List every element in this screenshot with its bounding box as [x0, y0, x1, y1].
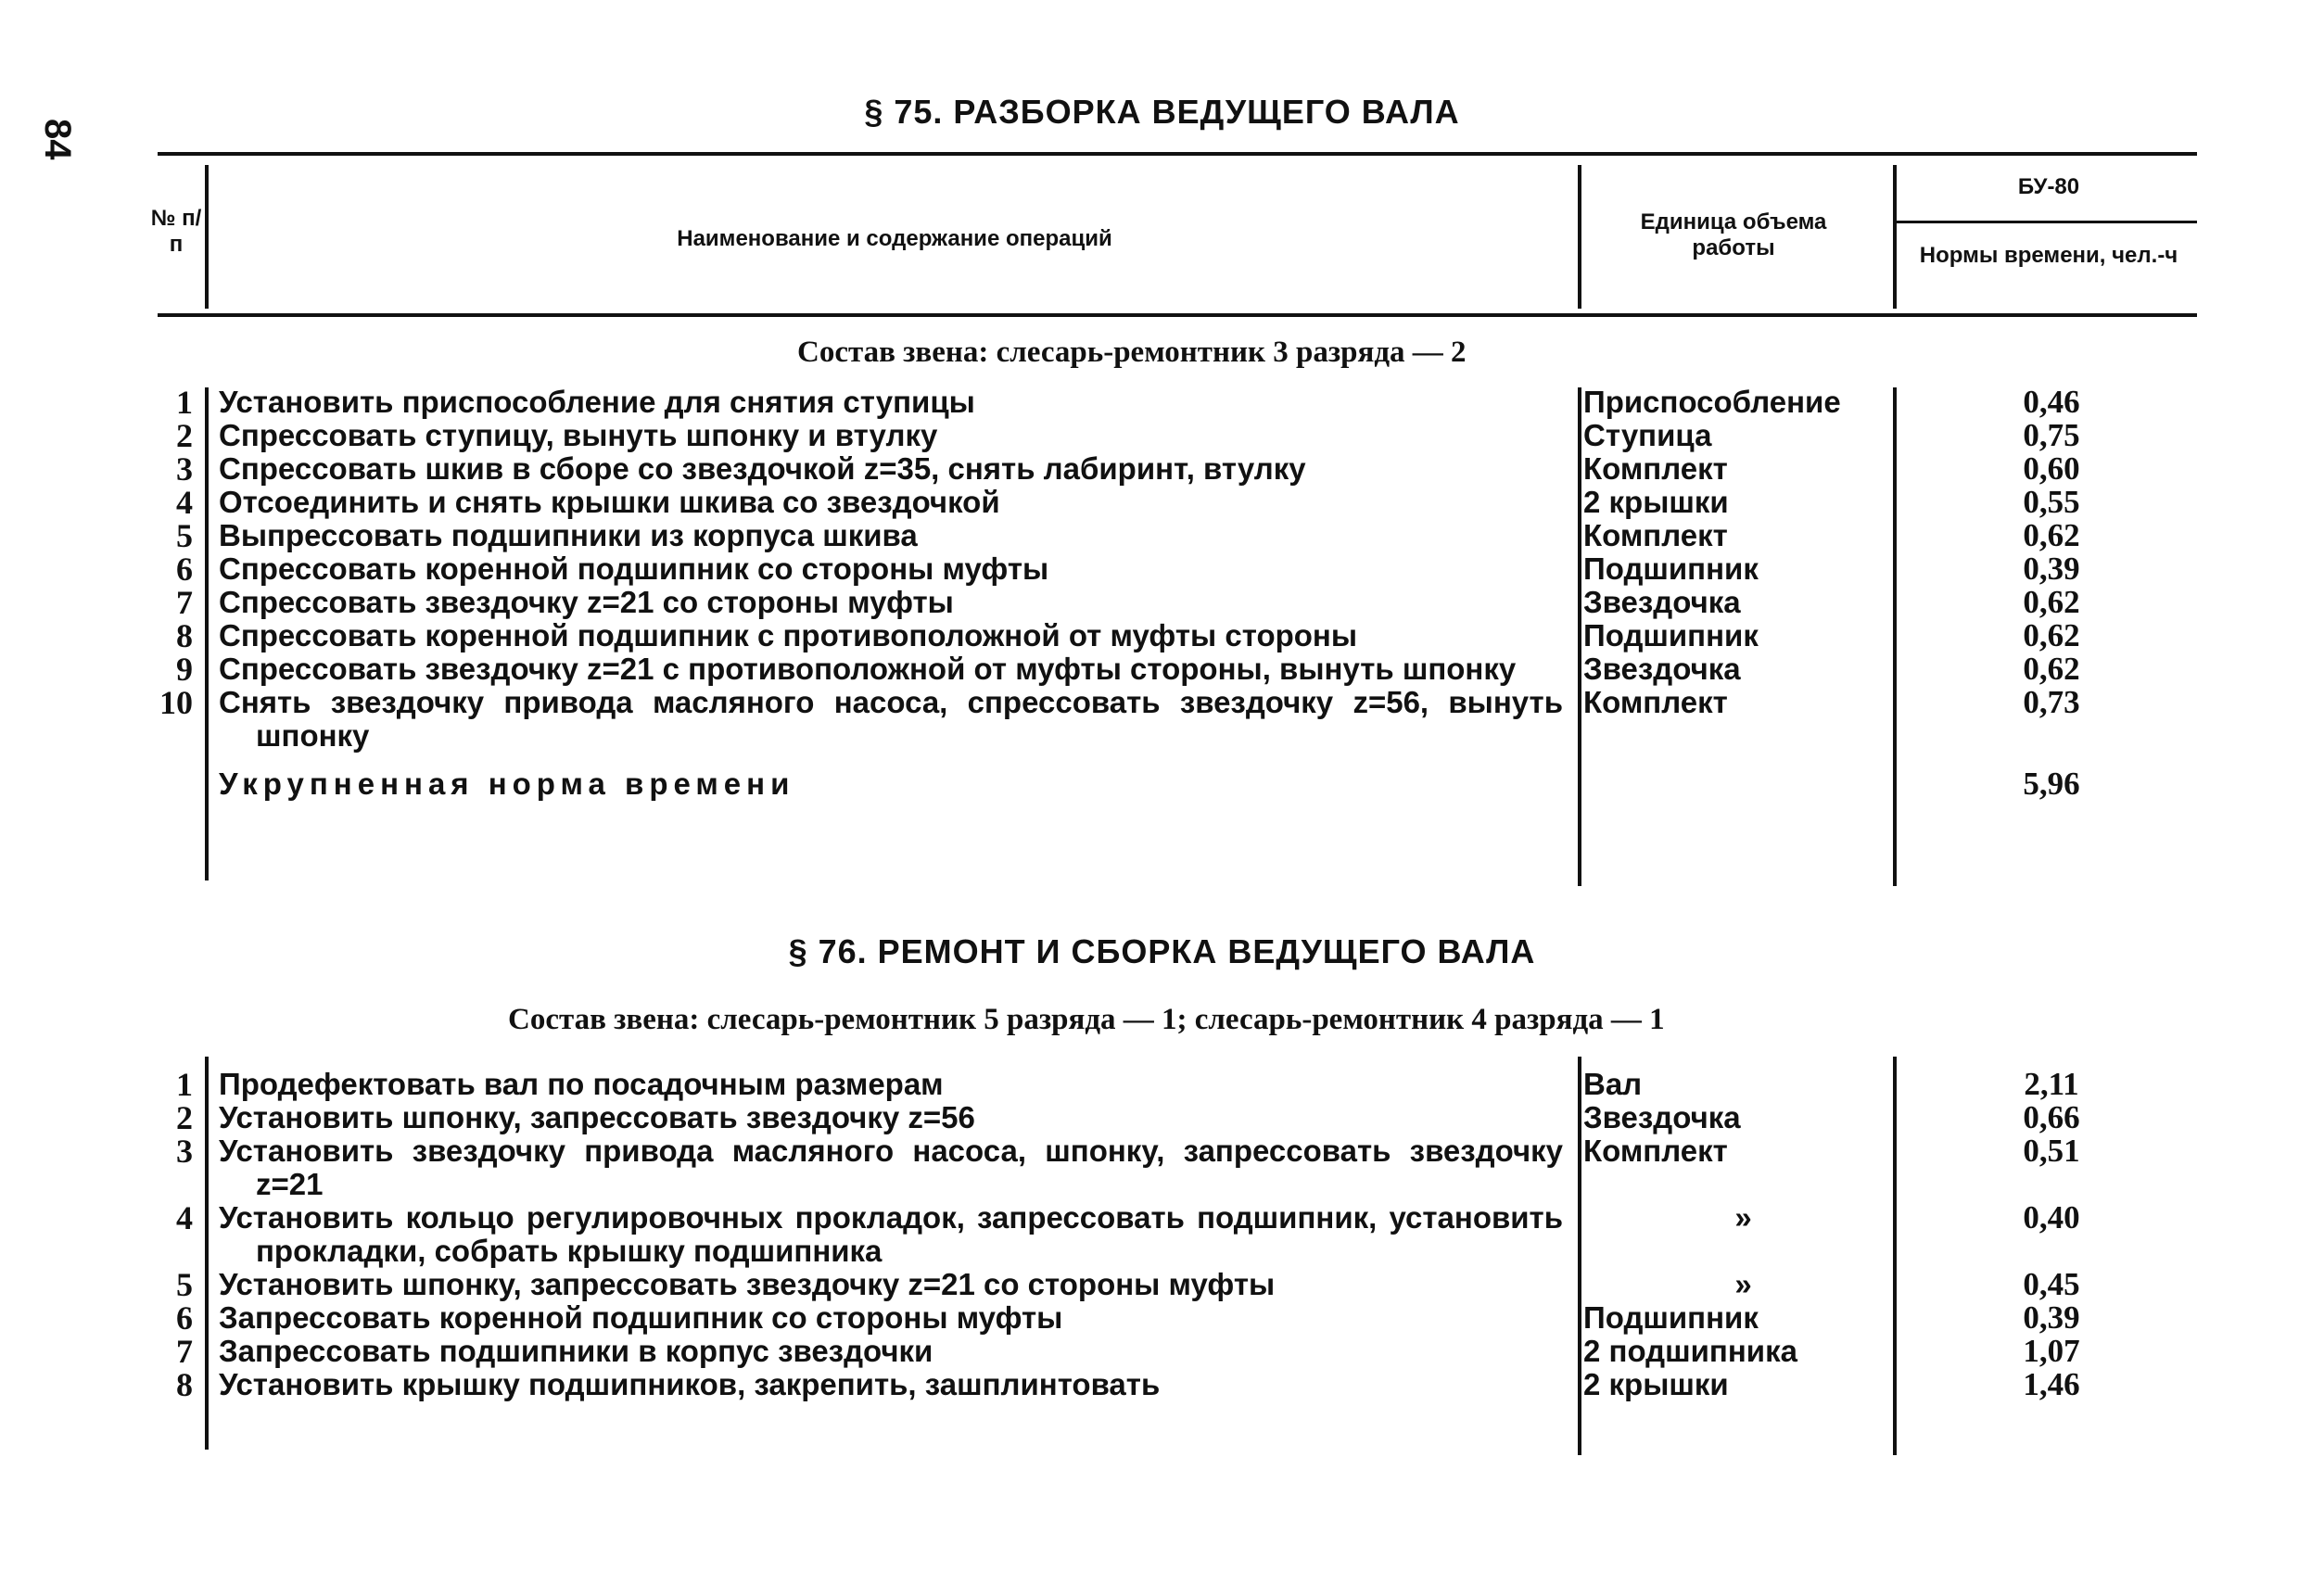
operation-norm: 0,55	[2023, 484, 2080, 520]
row-number: 7	[176, 584, 193, 621]
row-number: 1	[176, 1066, 193, 1103]
header-name: Наименование и содержание операций	[677, 226, 1112, 251]
table-row	[139, 1335, 2200, 1368]
operation-unit: Звездочка	[1583, 652, 1741, 686]
operation-name: Спрессовать коренной подшипник со стороны муфты	[219, 551, 1049, 586]
header-group: БУ-80	[2017, 174, 2080, 199]
row-number: 1	[176, 384, 193, 421]
operation-unit: Комплект	[1583, 518, 1728, 552]
table-row	[139, 519, 2200, 552]
row-number: 10	[159, 684, 193, 721]
operation-norm: 0,62	[2023, 584, 2080, 620]
operation-norm: 0,39	[2023, 1299, 2080, 1336]
operation-name: Установить шпонку, запрессовать звездочку z=21 со стороны муфты	[219, 1267, 1276, 1301]
operation-unit: Звездочка	[1583, 1100, 1741, 1134]
operation-unit: Комплект	[1583, 685, 1728, 719]
operation-unit: Ступица	[1583, 418, 1712, 452]
summary-value: 5,96	[2023, 766, 2080, 802]
row-number: 8	[176, 1366, 193, 1403]
header-group-rule	[1897, 221, 2197, 223]
table-row	[139, 619, 2200, 652]
table-row	[139, 686, 2200, 753]
table-row	[139, 1301, 2200, 1335]
operation-norm: 0,62	[2023, 517, 2080, 553]
section-75-table	[139, 386, 2200, 801]
row-number: 2	[176, 417, 193, 454]
row-number: 3	[176, 450, 193, 488]
section-75-crew: Состав звена: слесарь-ремонтник 3 разряда — 2	[797, 336, 1467, 369]
operation-unit: 2 крышки	[1583, 1367, 1729, 1401]
header-bottom-rule	[158, 313, 2197, 317]
operation-name: Установить кольцо регулировочных прокладок, запрессовать подшипник, установить прокладки, собрать крышку подшипника	[219, 1200, 1563, 1268]
operation-unit: »	[1734, 1267, 1752, 1301]
operation-unit: Подшипник	[1583, 618, 1759, 652]
header-divider	[205, 165, 209, 309]
operation-name: Спрессовать звездочку z=21 с противоположной от муфты стороны, вынуть шпонку	[219, 652, 1517, 686]
operation-unit: Комплект	[1583, 1134, 1728, 1168]
operation-name: Запрессовать коренной подшипник со стороны муфты	[219, 1300, 1063, 1335]
table-row	[139, 586, 2200, 619]
row-number: 6	[176, 551, 193, 588]
summary-label: Укрупненная норма времени	[219, 766, 795, 801]
section-76-table	[139, 1068, 2200, 1401]
row-number: 8	[176, 617, 193, 654]
operation-norm: 0,39	[2023, 551, 2080, 587]
table-row	[139, 419, 2200, 452]
operation-norm: 0,46	[2023, 384, 2080, 420]
operation-norm: 1,07	[2023, 1333, 2080, 1369]
operation-norm: 0,51	[2023, 1133, 2080, 1169]
operation-name: Установить звездочку привода масляного насоса, шпонку, запрессовать звездочку z=21	[219, 1134, 1563, 1201]
table-row	[139, 1368, 2200, 1401]
table-row	[139, 552, 2200, 586]
table-row	[139, 486, 2200, 519]
table-row	[139, 1268, 2200, 1301]
operation-name: Спрессовать шкив в сборе со звездочкой z=35, снять лабиринт, втулку	[219, 451, 1306, 486]
operation-norm: 0,45	[2023, 1266, 2080, 1302]
operation-name: Установить приспособление для снятия ступицы	[219, 385, 975, 419]
operation-unit: Подшипник	[1583, 1300, 1759, 1335]
section-75-title: § 75. РАЗБОРКА ВЕДУЩЕГО ВАЛА	[864, 93, 1460, 131]
operation-norm: 0,75	[2023, 417, 2080, 453]
header-norm: Нормы времени, чел.-ч	[1919, 243, 2178, 268]
page-number: 84	[37, 119, 78, 160]
table-row	[139, 1201, 2200, 1268]
table-row	[139, 1068, 2200, 1101]
operation-norm: 0,62	[2023, 651, 2080, 687]
operation-unit: 2 подшипника	[1583, 1334, 1797, 1368]
row-number: 9	[176, 651, 193, 688]
operation-unit: Подшипник	[1583, 551, 1759, 586]
operation-name: Спрессовать коренной подшипник с противоположной от муфты стороны	[219, 618, 1358, 652]
table-row	[139, 1101, 2200, 1134]
operation-norm: 0,40	[2023, 1199, 2080, 1235]
operation-norm: 0,62	[2023, 617, 2080, 653]
row-number: 4	[176, 484, 193, 521]
operation-name: Установить шпонку, запрессовать звездочку z=56	[219, 1100, 975, 1134]
row-number: 5	[176, 1266, 193, 1303]
table-row	[139, 386, 2200, 419]
row-number: 2	[176, 1099, 193, 1136]
operation-unit: Комплект	[1583, 451, 1728, 486]
operation-unit: Звездочка	[1583, 585, 1741, 619]
operation-norm: 1,46	[2023, 1366, 2080, 1402]
operation-name: Выпрессовать подшипники из корпуса шкива	[219, 518, 918, 552]
operation-norm: 2,11	[2024, 1066, 2079, 1102]
operation-name: Снять звездочку привода масляного насоса, спрессовать звездочку z=56, вынуть шпонку	[219, 685, 1563, 753]
operation-name: Спрессовать звездочку z=21 со стороны муфты	[219, 585, 954, 619]
header-top-rule	[158, 152, 2197, 156]
operation-name: Установить крышку подшипников, закрепить, зашплинтовать	[219, 1367, 1161, 1401]
table-row	[139, 452, 2200, 486]
operation-norm: 0,73	[2023, 684, 2080, 720]
header-unit: Единица объема работы	[1640, 209, 1827, 260]
header-divider	[1578, 165, 1581, 309]
operation-name: Продефектовать вал по посадочным размерам	[219, 1067, 944, 1101]
table-row	[139, 652, 2200, 686]
header-num: № п/п	[150, 206, 202, 257]
operation-name: Спрессовать ступицу, вынуть шпонку и втулку	[219, 418, 938, 452]
section-76-title: § 76. РЕМОНТ И СБОРКА ВЕДУЩЕГО ВАЛА	[788, 932, 1536, 970]
header-divider	[1893, 165, 1897, 309]
operation-unit: Приспособление	[1583, 385, 1841, 419]
row-number: 3	[176, 1133, 193, 1170]
row-number: 6	[176, 1299, 193, 1337]
operation-unit: 2 крышки	[1583, 485, 1729, 519]
table-row	[139, 1134, 2200, 1201]
operation-norm: 0,66	[2023, 1099, 2080, 1135]
row-number: 7	[176, 1333, 193, 1370]
row-number: 4	[176, 1199, 193, 1236]
operation-norm: 0,60	[2023, 450, 2080, 487]
section-76-crew: Состав звена: слесарь-ремонтник 5 разряда — 1; слесарь-ремонтник 4 разряда — 1	[508, 1003, 1665, 1036]
operation-unit: »	[1734, 1200, 1752, 1235]
row-number: 5	[176, 517, 193, 554]
operation-name: Запрессовать подшипники в корпус звездочки	[219, 1334, 933, 1368]
operation-name: Отсоединить и снять крышки шкива со звездочкой	[219, 485, 1000, 519]
operation-unit: Вал	[1583, 1067, 1643, 1101]
summary-row	[139, 753, 2200, 801]
